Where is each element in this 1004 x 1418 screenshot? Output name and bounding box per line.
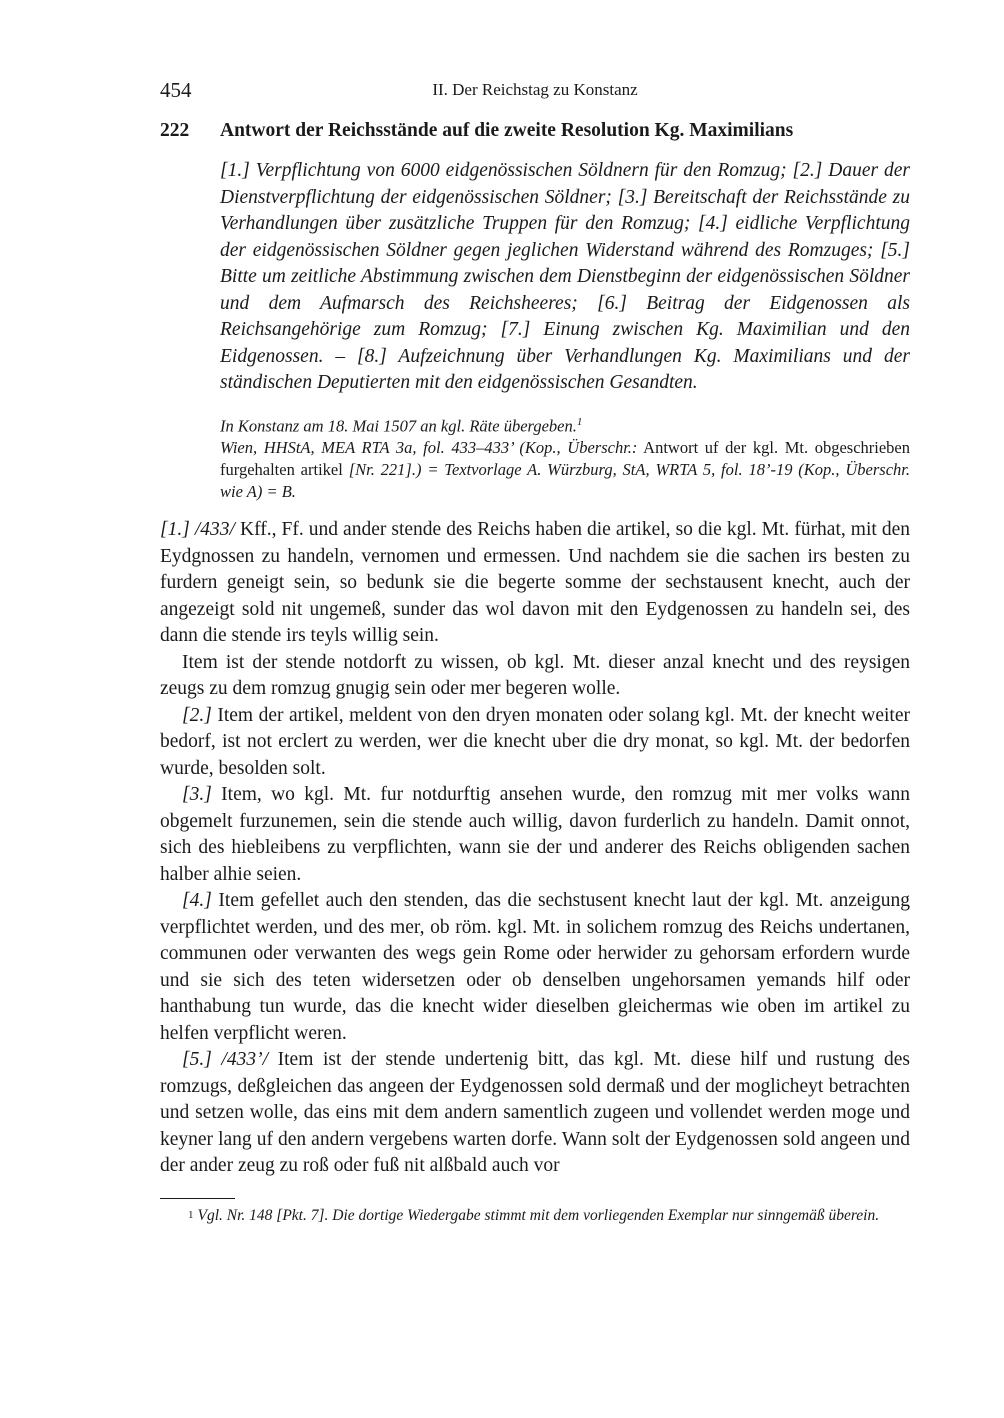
source-b-italic: [Nr. 221].) = Textvorlage A. Würzburg, StA, WRTA 5, fol. 18’-19 (Kop., Überschr. wie A) = B. — [220, 460, 911, 501]
paragraph-marker: [2.] — [182, 704, 212, 726]
footnote-text: Vgl. Nr. 148 [Pkt. 7]. Die dortige Wiedergabe stimmt mit dem vorliegenden Exemplar nur sinngemäß überein. — [197, 1206, 880, 1224]
document-title: Antwort der Reichsstände auf die zweite Resolution Kg. Maximilians — [220, 120, 794, 141]
footnote-number: 1 — [188, 1208, 194, 1221]
source-metadata — [220, 411, 910, 504]
source-description — [220, 437, 910, 503]
paragraph — [160, 1047, 910, 1180]
paragraph-text: Kff., Ff. und ander stende des Reichs haben die artikel, so die kgl. Mt. fürhat, mit den Eydgnossen zu handeln, vernomen und ermessen. Und nachdem sie die sachen irs besten zu furdern geneigt sein, so bedunk sie die begerte somme der sechstausent knecht, auch der angezeigt sold nit ungemeß, sunder das wol davon mit den Eydgenossen zu handeln sei, des dann die stende irs teyls willig sein. — [160, 519, 910, 646]
paragraph — [160, 703, 910, 783]
document-number: 222 — [160, 120, 190, 141]
date-line-text: In Konstanz am 18. Mai 1507 an kgl. Räte übergeben. — [220, 416, 577, 435]
paragraph-marker: [5.] /433’/ — [182, 1049, 268, 1070]
running-head — [160, 78, 910, 110]
paragraph — [160, 650, 910, 703]
running-title: II. Der Reichstag zu Konstanz — [432, 80, 638, 99]
paragraph-marker: [4.] — [182, 890, 212, 911]
paragraph-marker: [3.] — [182, 784, 212, 805]
paragraph-text: Item der artikel, meldent von den dryen monaten oder solang kgl. Mt. der knecht weiter bedorf, ist not erclert zu werden, wer die knecht uber die dry monat, so kgl. Mt. der bedorfen wurde, besolden solt. — [160, 704, 911, 779]
footnote-ref[interactable]: 1 — [576, 415, 583, 428]
paragraph-marker: [1.] /433/ — [160, 519, 235, 540]
paragraph-text: Item, wo kgl. Mt. fur notdurftig ansehen wurde, den romzug mit mer volks wann obgemelt furzunemen, sein die stende auch willig, davon furderlich zu handeln. Damit onnot, sich des hiebleibens zu verpflichten, wann sie der und anderer des Reichs obligenden sachen halber alhie seien. — [160, 784, 911, 885]
paragraph — [160, 888, 910, 1047]
footnote-divider — [160, 1198, 235, 1199]
regest: [1.] Verpflichtung von 6000 eidgenössischen Söldnern für den Romzug; [2.] Dauer der Dienstverpflichtung der eidgenössischen Söldner; [3.] Bereitschaft der Reichsstände zu Verhandlungen über zusätzliche Truppen für den Romzug; [4.] eidliche Verpflichtung der eidgenössischen Söldner gegen jeglichen Widerstand während des Romzuges; [5.] Bitte um zeitliche Abstimmung zwischen dem Dienstbeginn der eidgenössischen Söldner und dem Aufmarsch des Reichsheeres; [6.] Beitrag der Eidgenossen als Reichsangehörige zum Romzug; [7.] Einung zwischen Kg. Maximilian und den Eidgenossen. – [8.] Aufzeichnung über Verhandlungen Kg. Maximilians und der ständischen Deputierten mit den eidgenössischen Gesandten. — [220, 160, 910, 393]
page-number: 454 — [160, 78, 192, 102]
source-a-italic: Wien, HHStA, MEA RTA 3a, fol. 433–433’ (Kop., Überschr.: — [220, 438, 638, 457]
paragraph-text: Item ist der stende notdorft zu wissen, ob kgl. Mt. dieser anzal knecht und des reysigen zeugs zu dem romzug gnugig sein oder mer begeren wolle. — [160, 651, 910, 699]
source-a-roman: Antwort uf der kgl. Mt. obgeschrieben furgehalten artikel — [220, 438, 911, 479]
footnote — [160, 1205, 910, 1226]
document-heading — [160, 120, 910, 142]
paragraph-text: Item gefellet auch den stenden, das die sechstusent knecht laut der kgl. Mt. anzeigung verpflichtet werden, und des mer, ob röm. kgl. Mt. in solichem romzug des Reichs undertanen, communen oder verwanten des wegs gein Rome oder herwider zu gehorsam erfordern wurde und sie sich des teten widersetzen oder ob denselben ungehorsamen yemands hilf oder hanthabung tun wurde, das die knecht wider dieselben gleichermas wie oben im artikel zu helfen verpflicht weren. — [160, 890, 910, 1044]
paragraph-text: Item ist der stende undertenig bitt, das kgl. Mt. diese hilf und rustung des romzugs, deßgleichen das angeen der Eydgenossen sold dermaß und der moglicheyt betrachten und setzen wolle, das eins mit dem andern samentlich zugeen und vollendet werden moge und keyner lang uf den andern vergebens warten dorfe. Wann solt der Eydgenossen sold angeen und der ander zeug zu roß oder fuß nit alßbald auch vor — [160, 1049, 911, 1176]
page — [160, 78, 910, 1226]
paragraph — [160, 782, 910, 888]
paragraph — [160, 517, 910, 650]
date-line — [220, 411, 910, 438]
body-text — [160, 517, 910, 1180]
